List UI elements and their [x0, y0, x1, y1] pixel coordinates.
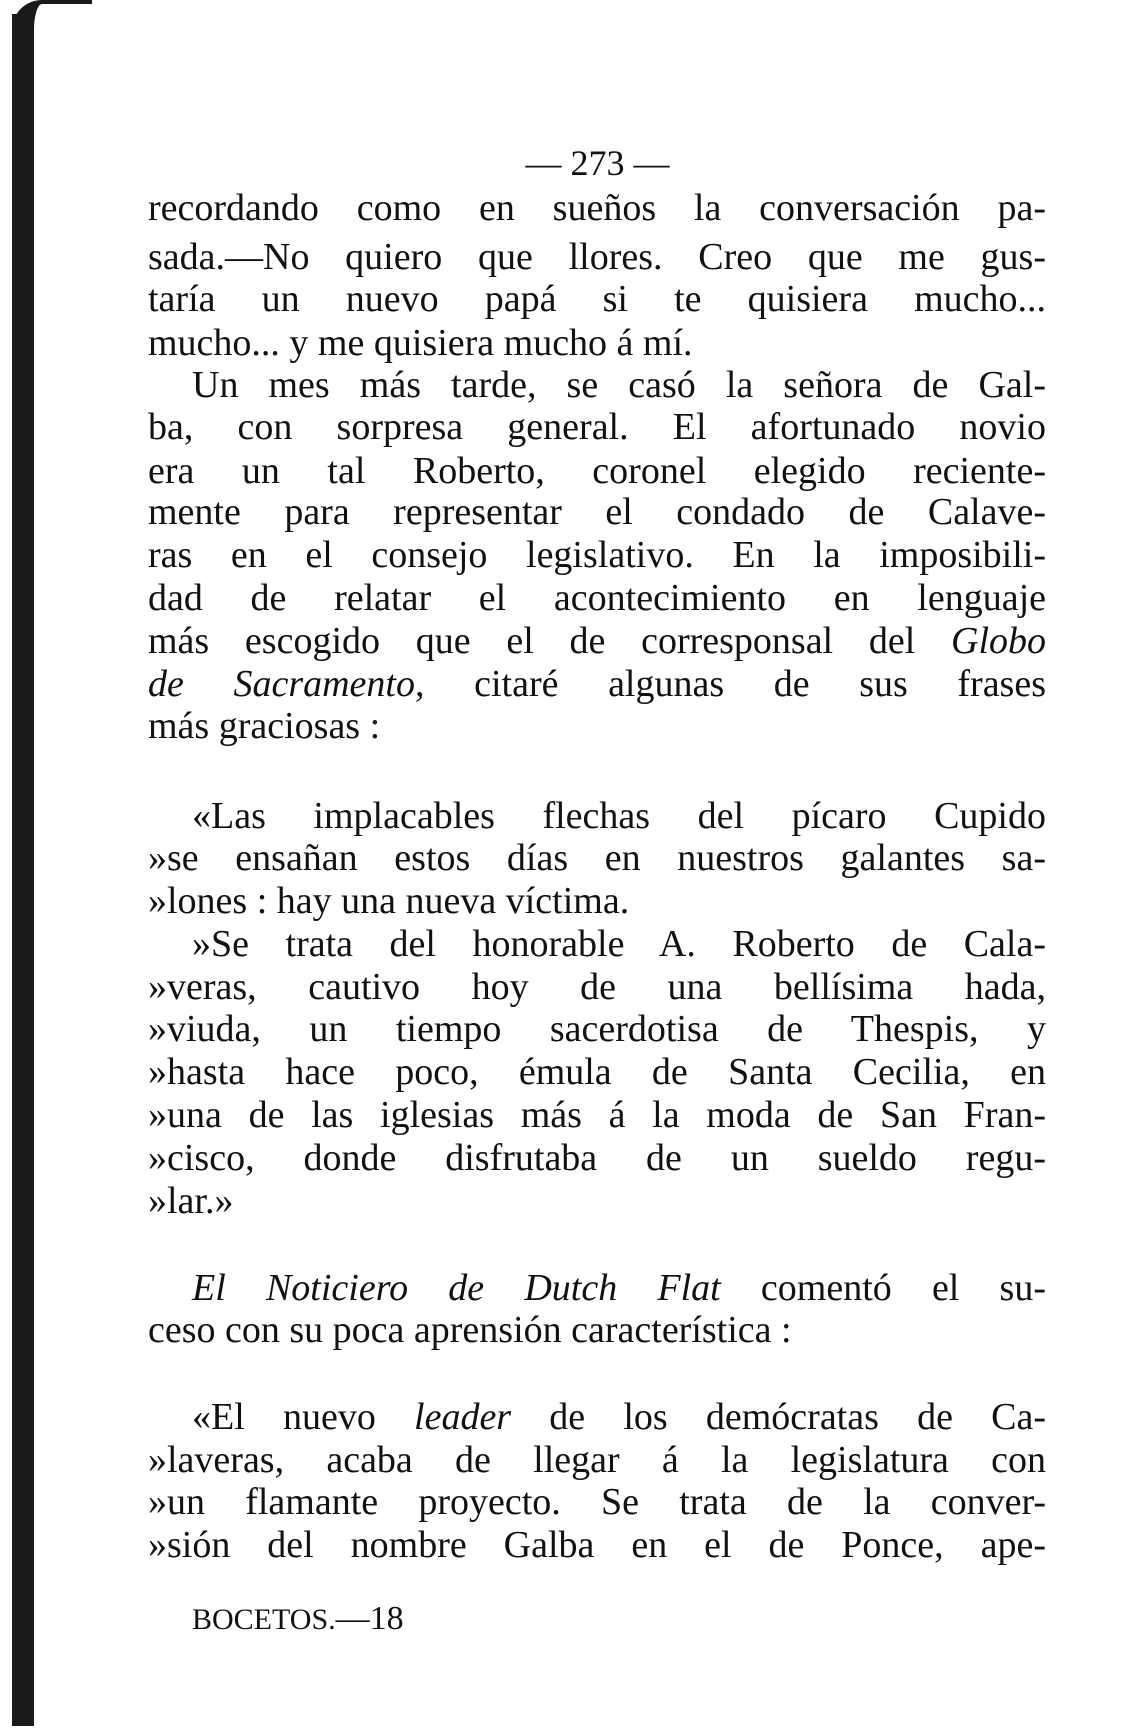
- italic-text: de Sacramento: [148, 663, 415, 705]
- text-segment: ceso con su poca aprensión característica :: [148, 1309, 792, 1351]
- text-line: [192, 364, 1046, 407]
- text-line: [148, 406, 1046, 449]
- text-segment: »una de las iglesias más á la moda de San Fran-: [148, 1094, 1046, 1136]
- text-line: [192, 795, 1046, 838]
- text-line: [192, 923, 1046, 966]
- text-line: [148, 236, 1046, 279]
- text-segment: »lar.»: [148, 1180, 234, 1222]
- italic-text: leader: [414, 1396, 512, 1438]
- text-line: [148, 1008, 1046, 1051]
- text-line: [148, 837, 1046, 880]
- text-segment: »se ensañan estos días en nuestros galantes sa-: [148, 837, 1046, 879]
- text-segment: taría un nuevo papá si te quisiera mucho...: [148, 278, 1046, 320]
- text-line: [148, 1524, 1046, 1567]
- text-segment: ras en el consejo legislativo. En la imposibili-: [148, 534, 1046, 576]
- text-line: [148, 534, 1046, 577]
- italic-text: El Noticiero de Dutch Flat: [192, 1267, 721, 1309]
- text-segment: recordando como en sueños la conversación pa-: [148, 187, 1046, 229]
- signature-title: BOCETOS.: [192, 1603, 336, 1636]
- text-segment: «Las implacables flechas del pícaro Cupido: [192, 795, 1046, 837]
- text-segment: mente para representar el condado de Calave-: [148, 491, 1046, 533]
- text-segment: »un flamante proyecto. Se trata de la conver-: [148, 1481, 1046, 1523]
- signature-mark: [192, 1600, 404, 1638]
- text-line: [148, 705, 1046, 748]
- text-line: [148, 278, 1046, 321]
- text-line: [148, 1481, 1046, 1524]
- text-segment: mucho... y me quisiera mucho á mí.: [148, 322, 693, 364]
- text-segment: era un tal Roberto, coronel elegido reciente-: [148, 450, 1046, 492]
- text-segment: »laveras, acaba de llegar á la legislatura con: [148, 1439, 1046, 1481]
- text-line: [148, 1137, 1046, 1180]
- text-segment: , citaré algunas de sus frases: [415, 663, 1047, 705]
- page-number: — 273 —: [525, 143, 670, 183]
- text-line: [148, 1051, 1046, 1094]
- text-line: [192, 1267, 1046, 1310]
- text-segment: »cisco, donde disfrutaba de un sueldo regu-: [148, 1137, 1046, 1179]
- text-line: [148, 880, 1046, 923]
- text-segment: Un mes más tarde, se casó la señora de Gal-: [192, 364, 1046, 406]
- text-segment: comentó el su-: [720, 1267, 1046, 1309]
- text-segment: »Se trata del honorable A. Roberto de Cala-: [192, 923, 1046, 965]
- binding-edge: [12, 14, 34, 1726]
- text-line: [192, 1396, 1046, 1439]
- text-segment: »sión del nombre Galba en el de Ponce, ape-: [148, 1524, 1046, 1566]
- text-segment: sada.—No quiero que llores. Creo que me gus-: [148, 236, 1046, 278]
- text-segment: más graciosas :: [148, 705, 381, 747]
- text-line: [148, 1094, 1046, 1137]
- text-segment: »hasta hace poco, émula de Santa Cecilia, en: [148, 1051, 1046, 1093]
- text-line: [148, 1180, 1046, 1223]
- text-segment: »lones : hay una nueva víctima.: [148, 880, 630, 922]
- text-line: [148, 577, 1046, 620]
- text-line: [148, 322, 1046, 365]
- text-line: [148, 620, 1046, 663]
- text-line: [148, 187, 1046, 230]
- text-line: [148, 1309, 1046, 1352]
- text-line: [148, 663, 1046, 706]
- text-line: [148, 450, 1046, 493]
- text-line: [148, 1439, 1046, 1482]
- text-line: [148, 491, 1046, 534]
- text-segment: «El nuevo: [192, 1396, 415, 1438]
- text-segment: »veras, cautivo hoy de una bellísima hada,: [148, 966, 1046, 1008]
- text-segment: »viuda, un tiempo sacerdotisa de Thespis, y: [148, 1008, 1046, 1050]
- text-segment: dad de relatar el acontecimiento en lenguaje: [148, 577, 1046, 619]
- text-segment: más escogido que el de corresponsal del: [148, 620, 951, 662]
- text-segment: de los demócratas de Ca-: [511, 1396, 1046, 1438]
- text-line: [148, 966, 1046, 1009]
- signature-sheet: —18: [335, 1600, 404, 1637]
- text-segment: ba, con sorpresa general. El afortunado novio: [148, 406, 1046, 448]
- italic-text: Globo: [951, 620, 1046, 662]
